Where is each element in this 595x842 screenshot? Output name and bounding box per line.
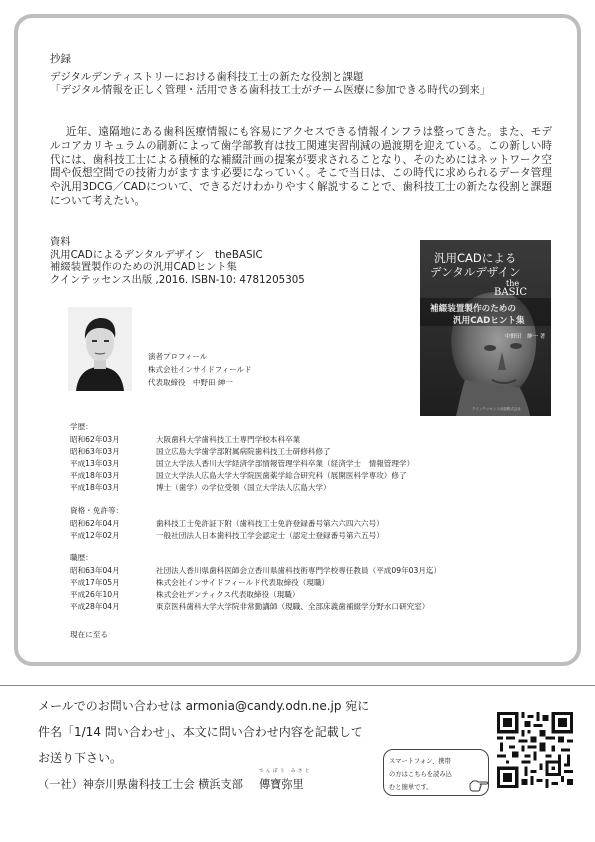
row-date: 昭和62年04月: [70, 519, 120, 528]
row-date: 平成13年03月: [70, 459, 120, 468]
row-text: 国立大学法人香川大学経済学部情報管理学科卒業（経済学士 情報管理学）: [156, 459, 415, 468]
career-heading: 職歴：: [70, 553, 93, 562]
reference-heading: 資料: [50, 236, 71, 248]
row-date: 平成26年10月: [70, 590, 120, 599]
contact-person-ruby: でんぽう みさと: [258, 769, 312, 774]
row-text: 博士（歯学）の学位受領（国立大学法人広島大学）: [156, 483, 331, 492]
education-row: [70, 458, 414, 469]
career-row: [70, 601, 429, 612]
reference-book-title: 汎用CADによるデンタルデザイン theBASIC: [50, 248, 263, 261]
book-subtitle-line1: 補綴装置製作のための: [430, 304, 516, 314]
licenses-heading: 資格・免許等：: [70, 506, 124, 515]
lecture-title: デジタルデンティストリーにおける歯科技工士の新たな役割と課題: [50, 71, 364, 83]
career-row: [70, 589, 299, 600]
section-divider: [0, 685, 595, 686]
row-text: 社団法人香川県歯科医師会立香川県歯科技術専門学校専任教員（平成09年03月迄）: [156, 566, 442, 575]
license-row: [70, 518, 384, 529]
education-row: [70, 446, 331, 457]
book-publisher: クインテッセンス出版株式会社: [472, 407, 521, 411]
contact-organization: （一社）神奈川県歯科技工士会 横浜支部: [38, 778, 243, 791]
row-text: 大阪歯科大学歯科技工士専門学校本科卒業: [156, 435, 301, 444]
book-cover-image: [420, 240, 551, 416]
row-text: 東京医科歯科大学大学院非常勤講師（現職、全部床義歯補綴学分野水口研究室）: [156, 602, 430, 611]
hand-pointing-right-icon: [469, 778, 489, 792]
contact-subject-line: 件名「1/14 問い合わせ」、本文に問い合わせ内容を記載して: [38, 725, 363, 739]
lecture-subtitle: 「デジタル情報を正しく管理・活用できる歯科技工士がチーム医療に参加できる時代の到来」: [50, 84, 491, 96]
contact-email-line: メールでのお問い合わせは armonia@candy.odn.ne.jp 宛に: [38, 699, 370, 713]
book-title-line2: デンタルデザイン: [430, 265, 521, 279]
education-row: [70, 482, 331, 493]
speaker-profile: [148, 350, 252, 389]
row-date: 平成18年03月: [70, 471, 120, 480]
profile-name: 代表取締役 中野田 紳一: [148, 378, 233, 387]
career-row: [70, 565, 441, 576]
row-date: 平成28年04月: [70, 602, 120, 611]
row-text: 国立広島大学歯学部附属病院歯科技工士研修科修了: [156, 447, 331, 456]
bubble-line3: むと簡単です。: [389, 784, 433, 791]
profile-company: 株式会社インサイドフィールド: [148, 365, 252, 374]
book-title-line1: 汎用CADによる: [434, 251, 517, 265]
row-date: 平成18年03月: [70, 483, 120, 492]
profile-heading: 演者プロフィール: [148, 352, 208, 361]
license-row: [70, 530, 384, 541]
reference-publisher: クインテッセンス出版 ,2016. ISBN-10: 4781205305: [50, 273, 305, 286]
row-date: 平成17年05月: [70, 578, 120, 587]
row-date: 昭和62年03月: [70, 435, 120, 444]
abstract-body: 近年、遠隔地にある歯科医療情報にも容易にアクセスできる情報インフラは整ってきた。また、モデルコアカリキュラムの刷新によって歯学部教育は技工関連実習削減の過渡期を迎えている。この新しい時代には、歯科技工士による積極的な補綴計画の提案が要求されることなり、そのためにはネットワーク空間や仮想空間での技術力がますます必要になっていく。そこで当日は、この時代に求められるデータ管理や汎用3DCG／CADについて、できるだけわかりやすく解説することで、歯科技工士の新たな役割と課題について考えたい。: [50, 126, 552, 207]
row-text: 株式会社デンティクス代表取締役（現職）: [156, 590, 300, 599]
row-text: 一般社団法人日本歯科技工学会認定士（認定士登録番号第六五号）: [156, 531, 384, 540]
book-title-basic: BASIC: [494, 287, 528, 298]
row-text: 歯科技工士免許証下附（歯科技工士免許登録番号第六六四六六号）: [156, 519, 384, 528]
row-date: 平成12年02月: [70, 531, 120, 540]
education-row: [70, 434, 300, 445]
contact-person-name: 傳寶弥里: [258, 778, 304, 791]
speaker-photo: [68, 307, 132, 391]
row-text: 国立大学法人広島大学大学院医歯薬学総合研究科（展開医科学専攻）修了: [156, 471, 407, 480]
qr-code[interactable]: [497, 712, 573, 788]
row-text: 株式会社インサイドフィールド代表取締役（現職）: [156, 578, 330, 587]
education-heading: 学歴：: [70, 422, 93, 431]
row-date: 昭和63年04月: [70, 566, 120, 575]
bubble-line2: の方はこちらを読み込: [389, 771, 452, 778]
reference-book-subtitle: 補綴装置製作のための汎用CADヒント集: [50, 261, 237, 273]
book-title-the: the: [506, 279, 520, 288]
contact-person: [258, 769, 312, 792]
contact-send-line: お送り下さい。: [38, 751, 123, 765]
book-subtitle-line2: 汎用CADヒント集: [453, 316, 525, 326]
reference-block: [50, 236, 305, 286]
contact-organization-line: [38, 769, 312, 792]
speaker-portrait: [68, 307, 132, 391]
current-status: 現在に至る: [70, 630, 108, 639]
education-row: [70, 470, 407, 481]
row-date: 昭和63年03月: [70, 447, 120, 456]
book-author: 中野田 紳一 著: [505, 334, 546, 340]
career-row: [70, 577, 329, 588]
abstract-heading: 抄録: [50, 53, 71, 65]
bubble-line1: スマートフォン、携帯: [389, 758, 451, 765]
